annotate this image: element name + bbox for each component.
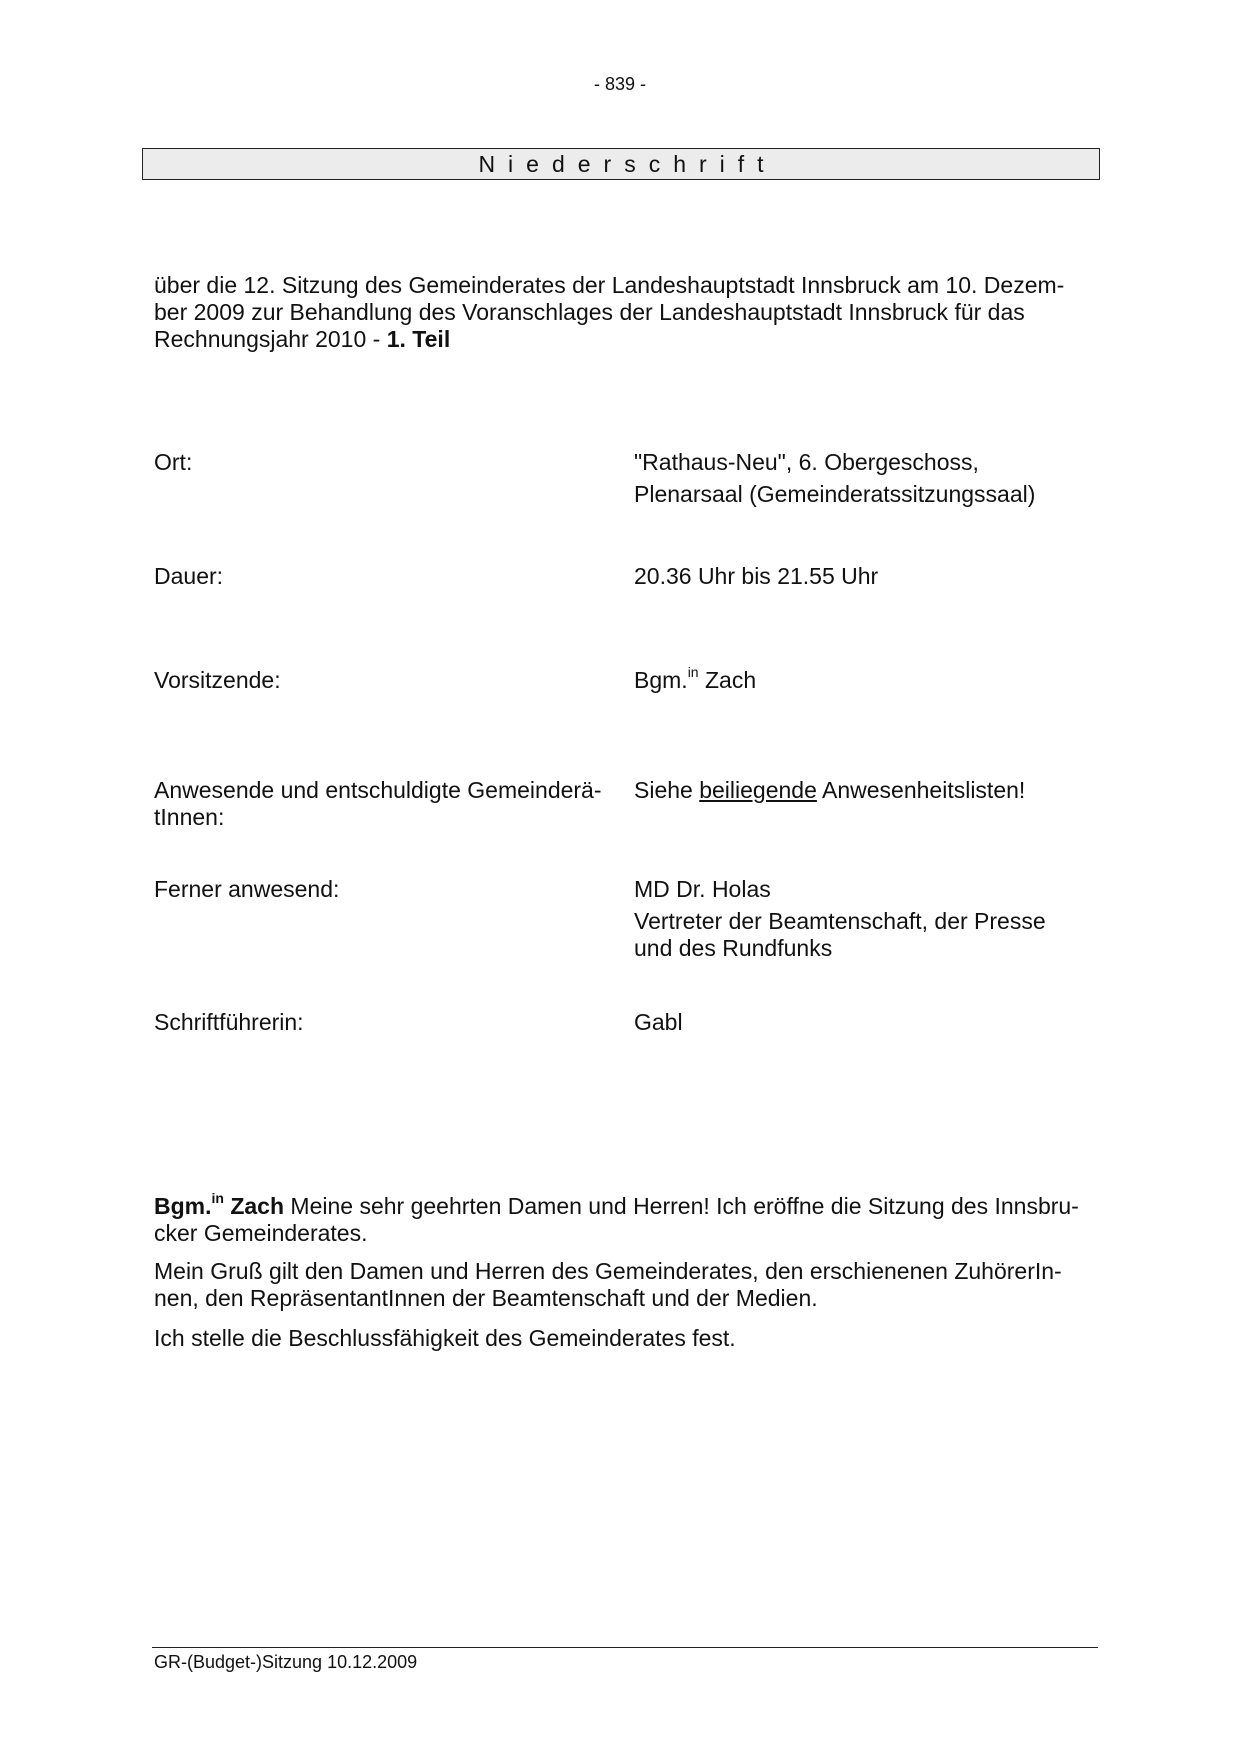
intro-line: ber 2009 zur Behandlung des Voranschlages der Landeshauptstadt Innsbruck für das — [154, 299, 1025, 325]
ferner-value-line1: MD Dr. Holas — [634, 876, 771, 902]
speech-paragraph-3: Ich stelle die Beschlussfähigkeit des Gemeinderates fest. — [154, 1325, 736, 1351]
speech-line: Mein Gruß gilt den Damen und Herren des Gemeinderates, den erschienenen ZuhörerIn- — [154, 1258, 1062, 1284]
schrift-value: Gabl — [634, 1009, 683, 1035]
speaker-name: Zach — [230, 1193, 285, 1219]
anwesende-label-line2: tInnen: — [154, 804, 225, 830]
document-title: Niederschrift — [478, 150, 777, 177]
speech-line: nen, den RepräsentantInnen der Beamtenschaft und der Medien. — [154, 1285, 818, 1311]
vorsitzende-title-sup: in — [687, 664, 699, 680]
dauer-value: 20.36 Uhr bis 21.55 Uhr — [634, 563, 879, 589]
anwesende-value-pre: Siehe — [634, 777, 693, 803]
vorsitzende-value — [634, 664, 1094, 694]
footer-text: GR-(Budget-)Sitzung 10.12.2009 — [154, 1652, 418, 1672]
anwesende-label-line1: Anwesende und entschuldigte Gemeinderä- — [154, 777, 602, 803]
speech-text: Meine sehr geehrten Damen und Herren! Ich eröffne die Sitzung des Innsbru- — [290, 1193, 1079, 1219]
anwesende-value-underlined: beiliegende — [699, 777, 817, 803]
vorsitzende-name: Zach — [704, 667, 757, 693]
speaker-title: Bgm. — [154, 1193, 212, 1219]
ort-value-line1: "Rathaus-Neu", 6. Obergeschoss, — [634, 449, 979, 475]
speech-paragraph-1 — [154, 1190, 1084, 1247]
ort-value-line2: Plenarsaal (Gemeinderatssitzungssaal) — [634, 481, 1036, 507]
intro-line — [154, 326, 1074, 353]
ort-label: Ort: — [154, 449, 193, 475]
intro-part-label: 1. Teil — [386, 326, 451, 352]
ferner-value-line2: Vertreter der Beamtenschaft, der Presse — [634, 908, 1046, 934]
footer-divider — [152, 1647, 1098, 1648]
document-title-box — [142, 148, 1100, 180]
ferner-value-line3: und des Rundfunks — [634, 935, 833, 961]
anwesende-label — [154, 777, 614, 831]
speech-line — [154, 1190, 1084, 1220]
intro-line: über die 12. Sitzung des Gemeinderates der Landeshauptstadt Innsbruck am 10. Dezem- — [154, 272, 1065, 298]
schrift-label: Schriftführerin: — [154, 1009, 304, 1035]
vorsitzende-title: Bgm. — [634, 667, 688, 693]
ferner-label: Ferner anwesend: — [154, 876, 340, 902]
page-number: - 839 - — [593, 74, 647, 94]
intro-paragraph — [154, 272, 1074, 353]
dauer-label: Dauer: — [154, 563, 224, 589]
anwesende-value-post: Anwesenheitslisten! — [822, 777, 1026, 803]
intro-last-line: Rechnungsjahr 2010 - — [154, 326, 387, 352]
vorsitzende-label: Vorsitzende: — [154, 667, 281, 693]
speaker-title-sup: in — [211, 1190, 224, 1206]
anwesende-value — [634, 777, 1094, 804]
speech-paragraph-2 — [154, 1258, 1084, 1312]
speech-line: cker Gemeinderates. — [154, 1220, 368, 1246]
